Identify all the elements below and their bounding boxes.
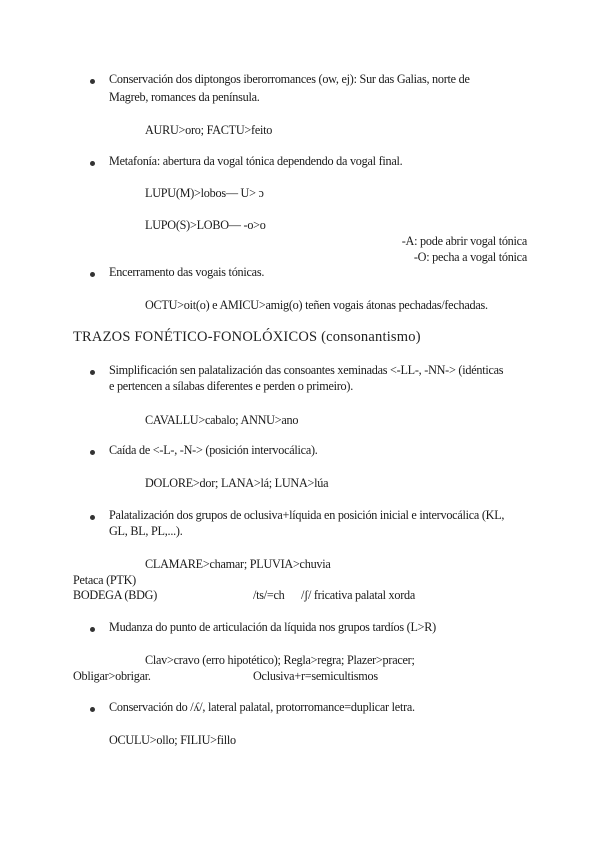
item6-bodega: BODEGA (BDG) xyxy=(73,588,158,602)
section-heading: TRAZOS FONÉTICO-FONOLÓXICOS (consonantismo) xyxy=(73,329,421,345)
item6-petaca: Petaca (PTK) xyxy=(73,573,136,587)
item4-example: CAVALLU>cabalo; ANNU>ano xyxy=(145,413,299,427)
bullet xyxy=(90,370,95,375)
bullet xyxy=(90,161,95,166)
bullet xyxy=(90,627,95,632)
item3-text: Encerramento das vogais tónicas. xyxy=(109,265,265,279)
item7-example: Clav>cravo (erro hipotético); Regla>regra; Plazer>pracer; xyxy=(145,653,415,667)
item7-obligar: Obligar>obrigar. xyxy=(73,669,151,683)
item8-example: OCULU>ollo; FILIU>fillo xyxy=(109,733,236,747)
item5-example: DOLORE>dor; LANA>lá; LUNA>lúa xyxy=(145,476,329,490)
item1-line1: Conservación dos diptongos iberorromances (ow, ej): Sur das Galias, norte de xyxy=(109,72,470,86)
item2-note2: -O: pecha a vogal tónica xyxy=(413,250,527,264)
bullet xyxy=(90,515,95,520)
item2-note1: -A: pode abrir vogal tónica xyxy=(401,234,527,248)
item4-line2: e pertencen a sílabas diferentes e perden o primeiro). xyxy=(109,379,354,393)
item1-example: AURU>oro; FACTU>feito xyxy=(145,123,273,137)
item7-oclusiva: Oclusiva+r=semicultismos xyxy=(253,669,378,683)
item2-example1: LUPU(M)>lobos— U> ɔ xyxy=(145,186,264,200)
item3-example: OCTU>oit(o) e AMICU>amig(o) teñen vogais átonas pechadas/fechadas. xyxy=(145,298,488,312)
bullet xyxy=(90,450,95,455)
item1-line2: Magreb, romances da península. xyxy=(109,90,260,104)
item6-ts: /ts/=ch xyxy=(253,588,285,602)
item6-fricativa: /ʃ/ fricativa palatal xorda xyxy=(301,588,416,602)
item2-text: Metafonía: abertura da vogal tónica dependendo da vogal final. xyxy=(109,154,403,168)
item6-example: CLAMARE>chamar; PLUVIA>chuvia xyxy=(145,557,331,571)
bullet xyxy=(90,79,95,84)
bullet xyxy=(90,272,95,277)
item6-line1: Palatalización dos grupos de oclusiva+líquida en posición inicial e intervocálica (KL, xyxy=(109,508,505,522)
item2-example2: LUPO(S)>LOBO— -o>o xyxy=(145,218,266,232)
bullet xyxy=(90,707,95,712)
item4-line1: Simplificación sen palatalización das consoantes xeminadas <-LL-, -NN-> (idénticas xyxy=(109,363,504,377)
item7-text: Mudanza do punto de articulación da líquida nos grupos tardíos (L>R) xyxy=(109,620,436,634)
item8-text: Conservación do /ʎ/, lateral palatal, protorromance=duplicar letra. xyxy=(109,700,415,714)
item5-text: Caída de <-L-, -N-> (posición intervocálica). xyxy=(109,443,318,457)
item6-line2: GL, BL, PL,...). xyxy=(109,524,183,538)
